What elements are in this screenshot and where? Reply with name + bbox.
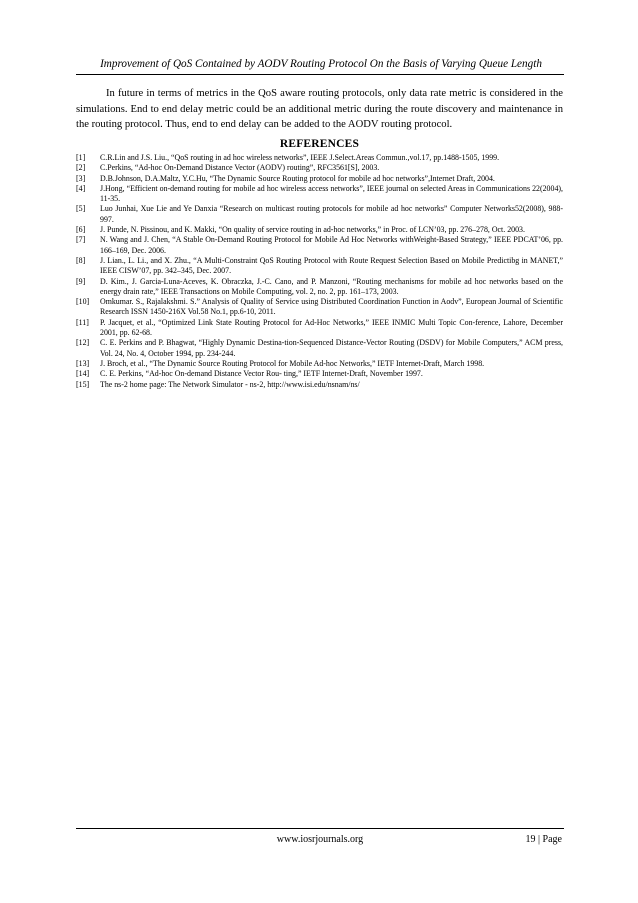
intro-paragraph: In future in terms of metrics in the QoS aware routing protocols, only data rate metric is considered in the simulations. End to end delay metric could be an additional metric during the route discovery and maintenance in the routing protocol. Thus, end to end delay can be added to the AODV routing protocol. — [76, 88, 563, 130]
footer-divider — [76, 828, 564, 829]
reference-text: The ns-2 home page: The Network Simulator - ns-2, http://www.isi.edu/nsnam/ns/ — [100, 379, 360, 389]
reference-number: [6] — [76, 225, 86, 235]
reference-number: [4] — [76, 183, 86, 193]
reference-number: [1] — [76, 153, 86, 162]
page-number: 19 | Page — [525, 834, 562, 845]
reference-number: [14] — [76, 369, 90, 379]
header-divider — [76, 74, 564, 75]
reference-text: C. E. Perkins and P. Bhagwat, “Highly Dynamic Destina-tion-Sequenced Distance-Vector Routing (DSDV) for Mobile Computers,” ACM press, Vol. 24, No. 4, October 1994, pp. 234-244. — [100, 338, 563, 358]
reference-text: J. Lian., L. Li., and X. Zhu., “A Multi-Constraint QoS Routing Protocol with Route Request Selection Based on Mobile Predictibg in MANET,” IEEE CISW’07, pp. 342–345, Dec. 2007. — [100, 255, 563, 276]
reference-item — [76, 235, 563, 256]
reference-text: N. Wang and J. Chen, “A Stable On-Demand Routing Protocol for Mobile Ad Hoc Networks withWeight-Based Strategy,” IEEE PDCAT’06, pp. 166–169, Dec. 2006. — [100, 235, 563, 255]
reference-item — [76, 204, 563, 225]
reference-item — [76, 256, 563, 277]
reference-item — [76, 184, 563, 205]
reference-number: [3] — [76, 173, 86, 183]
reference-item — [76, 369, 563, 379]
reference-text: Omkumar. S., Rajalakshmi. S.” Analysis of Quality of Service using Distributed Coordination Function in Aodv”, European Journal of Scientific Research ISSN 1450-216X Vol.58 No.1, pp.6-10, 2011. — [100, 297, 563, 317]
references-list — [76, 153, 563, 390]
reference-number: [5] — [76, 204, 86, 214]
reference-text: D.B.Johnson, D.A.Maltz, Y.C.Hu, “The Dynamic Source Routing protocol for mobile ad hoc networks”,Internet Draft, 2004. — [100, 173, 495, 183]
reference-number: [15] — [76, 379, 90, 389]
reference-number: [11] — [76, 317, 89, 327]
reference-item — [76, 318, 563, 339]
reference-text: C.Perkins, “Ad-hoc On-Demand Distance Vector (AODV) routing”, RFC3561[S], 2003. — [100, 163, 380, 173]
intro-section — [76, 86, 563, 133]
reference-item — [76, 277, 563, 298]
reference-text: J. Punde, N. Pissinou, and K. Makki, “On quality of service routing in ad-hoc networks,” in Proc. of LCN’03, pp. 276–278, Oct. 2003. — [100, 225, 525, 235]
reference-item — [76, 174, 563, 184]
reference-number: [9] — [76, 276, 86, 286]
reference-text: Luo Junhai, Xue Lie and Ye Danxia “Research on multicast routing protocols for mobile ad hoc networks” Computer Networks52(2008), 988-997. — [100, 204, 563, 224]
reference-item — [76, 359, 563, 369]
reference-text: J.Hong, “Efficient on-demand routing for mobile ad hoc wireless access networks”, IEEE journal on selected Areas in Communications 22(2004), 11-35. — [100, 183, 563, 204]
reference-text: J. Broch, et al., “The Dynamic Source Routing Protocol for Mobile Ad-hoc Networks,” IETF Internet-Draft, March 1998. — [100, 358, 485, 368]
reference-number: [8] — [76, 255, 86, 265]
reference-item — [76, 297, 563, 318]
reference-item — [76, 163, 563, 173]
reference-item — [76, 225, 563, 235]
reference-number: [10] — [76, 297, 90, 307]
running-header: Improvement of QoS Contained by AODV Routing Protocol On the Basis of Varying Queue Length — [100, 58, 542, 70]
footer-url: www.iosrjournals.org — [276, 834, 364, 845]
reference-text: D. Kim., J. Garcia-Luna-Aceves, K. Obraczka, J.-C. Cano, and P. Manzoni, “Routing mechanisms for mobile ad hoc networks based on the energy drain rate,” IEEE Transactions on Mobile Computing, vol. 2, no. 2, pp. 161–173, 2003. — [100, 276, 563, 296]
reference-text: P. Jacquet, et al., “Optimized Link State Routing Protocol for Ad-Hoc Networks,” IEEE INMIC Multi Topic Con-ference, Lahore, December 2001, pp. 62-68. — [100, 317, 563, 338]
reference-text: C. E. Perkins, “Ad-hoc On-demand Distance Vector Rou- ting,” IETF Internet-Draft, November 1997. — [100, 369, 423, 379]
reference-number: [12] — [76, 338, 90, 348]
references-heading: REFERENCES — [279, 138, 360, 150]
reference-item — [76, 153, 563, 163]
reference-item — [76, 380, 563, 390]
reference-text: C.R.Lin and J.S. Liu., “QoS routing in ad hoc wireless networks”, IEEE J.Select.Areas Commun.,vol.17, pp.1488-1505, 1999. — [100, 153, 500, 162]
reference-item — [76, 338, 563, 359]
reference-number: [13] — [76, 358, 90, 368]
reference-number: [7] — [76, 235, 86, 245]
reference-number: [2] — [76, 163, 86, 173]
